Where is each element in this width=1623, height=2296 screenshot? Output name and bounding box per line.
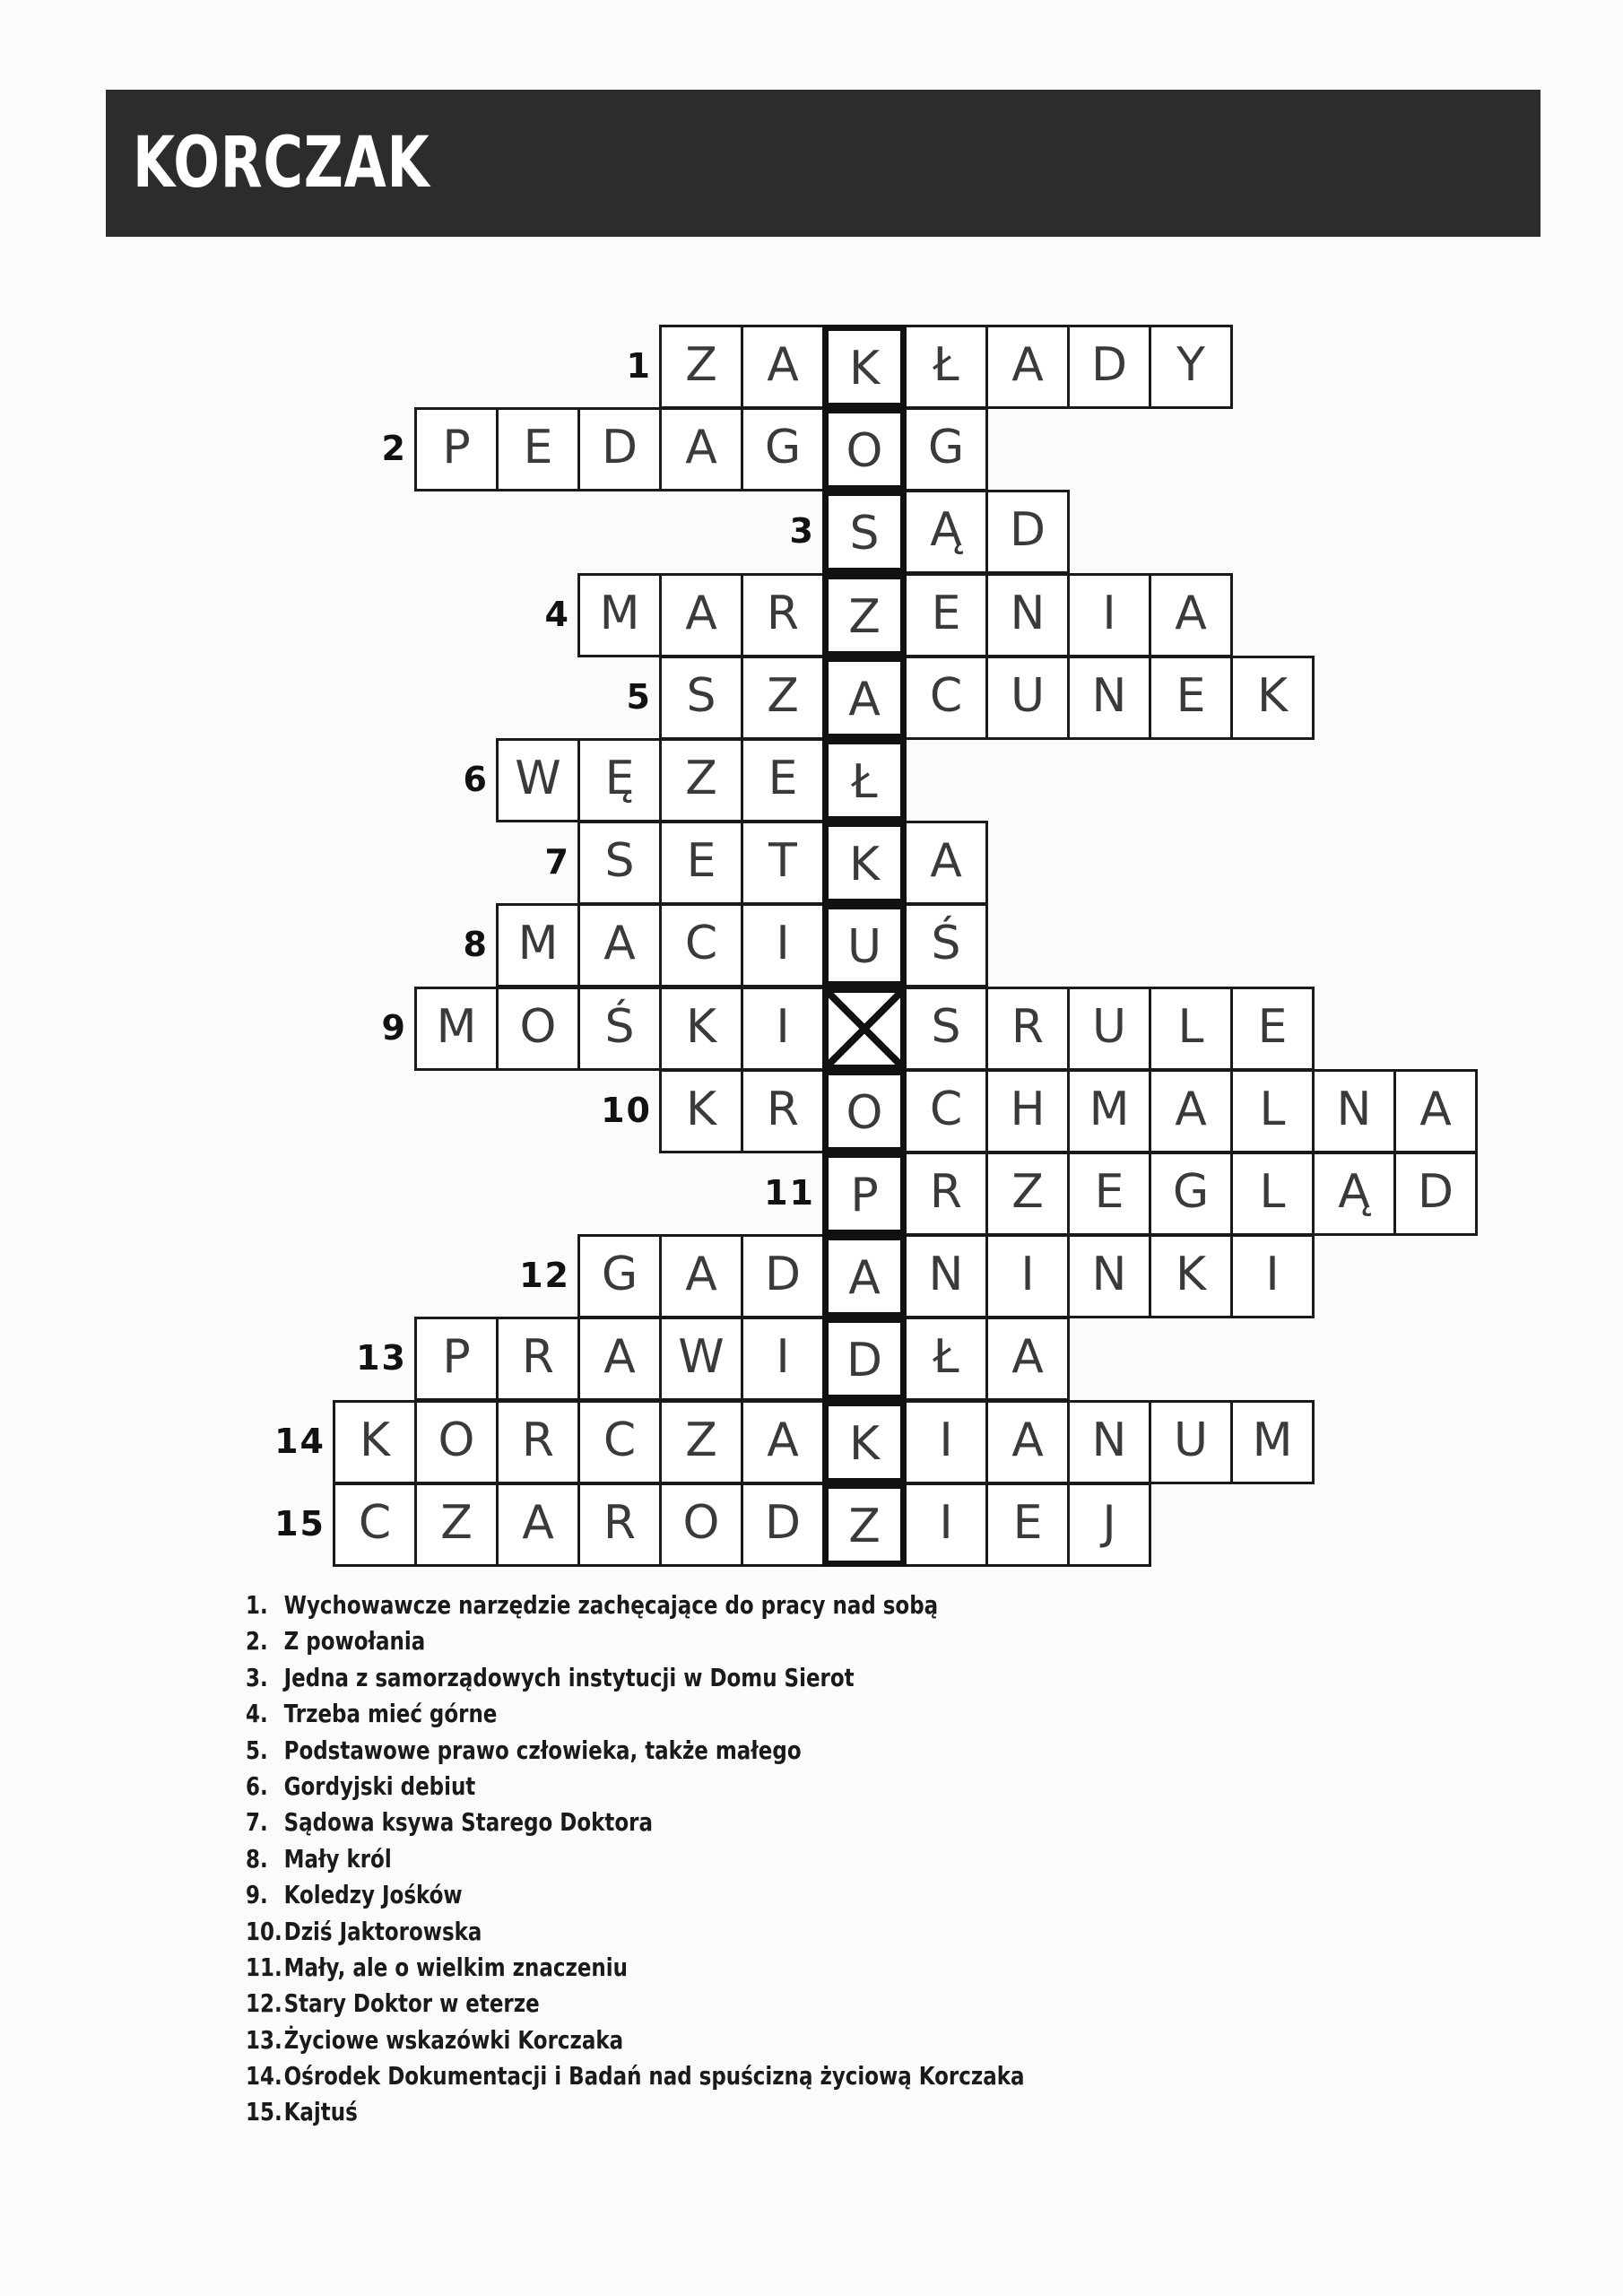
letter-cell[interactable]: N [985,573,1070,657]
letter-cell[interactable]: I [741,903,825,987]
letter-cell[interactable]: I [904,1400,988,1484]
letter-cell[interactable]: K [659,1069,743,1153]
letter-cell[interactable]: A [659,1234,743,1318]
key-column-cell[interactable]: K [822,1400,907,1484]
letter-cell[interactable]: E [659,821,743,905]
row-number: 14 [274,1421,325,1461]
letter-cell[interactable]: P [414,407,499,491]
clue-text: Sądowa ksywa Starego Doktora [283,1807,653,1838]
letter-cell[interactable]: K [659,987,743,1071]
letter-cell[interactable]: C [904,1069,988,1153]
letter-cell[interactable]: S [577,821,662,905]
key-column-cell[interactable]: A [822,1234,907,1318]
clue-text: Życiowe wskazówki Korczaka [283,2024,624,2055]
letter-cell[interactable]: W [659,1317,743,1401]
clue-number: 11. [246,1952,282,1982]
letter-cell[interactable]: J [1067,1483,1151,1567]
row-number: 15 [274,1503,325,1544]
letter-cell[interactable]: C [333,1483,417,1567]
clue-item [246,1660,1275,1696]
letter-cell[interactable]: Ą [904,490,988,574]
letter-cell[interactable]: Ą [1312,1152,1396,1236]
letter-cell[interactable]: S [659,656,743,740]
letter-cell[interactable]: D [985,490,1070,574]
letter-cell[interactable]: A [1149,573,1233,657]
letter-cell[interactable]: N [904,1234,988,1318]
letter-cell[interactable]: R [985,987,1070,1071]
letter-cell[interactable]: P [414,1317,499,1401]
key-column-cell[interactable]: S [822,490,907,574]
clue-number: 7. [246,1807,268,1838]
clue-item [246,1805,1275,1840]
letter-cell[interactable]: D [1067,325,1151,409]
clue-list [246,1587,1501,2131]
letter-cell[interactable]: I [1067,573,1151,657]
letter-cell[interactable]: Z [659,325,743,409]
clue-text: Mały, ale o wielkim znaczeniu [283,1952,628,1982]
letter-cell[interactable]: A [985,325,1070,409]
letter-cell[interactable]: I [1230,1234,1315,1318]
clue-item [246,1950,1275,1986]
clue-text: Kajtuś [283,2097,358,2127]
row-number: 12 [519,1256,570,1296]
letter-cell[interactable]: A [659,573,743,657]
letter-cell[interactable]: E [1230,987,1315,1071]
letter-cell[interactable]: Ł [904,325,988,409]
letter-cell[interactable]: D [1393,1152,1478,1236]
letter-cell[interactable]: N [1312,1069,1396,1153]
page-title: KORCZAK [133,123,430,204]
clue-item [246,1623,1275,1659]
letter-cell[interactable]: L [1230,1069,1315,1153]
letter-cell[interactable]: L [1149,987,1233,1071]
letter-cell[interactable]: Ś [577,987,662,1071]
clue-item [246,2022,1275,2058]
letter-cell[interactable]: D [741,1234,825,1318]
letter-cell[interactable]: R [741,573,825,657]
letter-cell[interactable]: G [577,1234,662,1318]
letter-cell[interactable]: U [985,656,1070,740]
key-column-cell[interactable]: Z [822,573,907,657]
clue-item [246,1914,1275,1950]
letter-cell[interactable]: O [496,987,580,1071]
letter-cell[interactable]: R [741,1069,825,1153]
letter-cell[interactable]: E [496,407,580,491]
row-number: 13 [356,1338,407,1378]
row-number: 3 [789,511,815,552]
clue-number: 12. [246,1988,282,2019]
key-column-cell[interactable]: A [822,656,907,740]
letter-cell[interactable]: Z [659,1400,743,1484]
letter-cell[interactable]: A [577,903,662,987]
row-number: 2 [381,429,407,469]
key-column-cell[interactable]: O [822,407,907,491]
key-column-cell[interactable]: Z [822,1483,907,1567]
letter-cell[interactable]: A [1393,1069,1478,1153]
clue-text: Ośrodek Dokumentacji i Badań nad spuścizną życiową Korczaka [283,2061,1025,2092]
letter-cell[interactable]: E [1067,1152,1151,1236]
letter-cell[interactable]: N [1067,656,1151,740]
row-number: 10 [601,1090,652,1130]
letter-cell[interactable]: D [741,1483,825,1567]
letter-cell[interactable]: E [741,738,825,822]
clue-text: Z powołania [283,1626,426,1657]
letter-cell[interactable]: A [496,1483,580,1567]
clue-item [246,2094,1275,2130]
letter-cell[interactable]: K [1149,1234,1233,1318]
letter-cell[interactable]: A [741,1400,825,1484]
letter-cell[interactable]: G [741,407,825,491]
letter-cell[interactable]: C [659,903,743,987]
letter-cell[interactable]: K [1230,656,1315,740]
letter-cell[interactable]: A [577,1317,662,1401]
letter-cell[interactable]: Ł [904,1317,988,1401]
letter-cell[interactable]: R [496,1317,580,1401]
clue-item [246,1877,1275,1913]
row-number: 7 [544,842,570,883]
letter-cell[interactable]: A [985,1317,1070,1401]
letter-cell[interactable]: Z [414,1483,499,1567]
clue-number: 9. [246,1880,268,1910]
letter-cell[interactable]: I [741,987,825,1071]
clue-text: Dziś Jaktorowska [283,1916,482,1946]
key-column-cell[interactable]: K [822,325,907,409]
letter-cell[interactable]: A [985,1400,1070,1484]
row-number: 6 [463,760,489,799]
clue-text: Mały król [283,1843,392,1874]
letter-cell[interactable]: Z [659,738,743,822]
letter-cell[interactable]: K [333,1400,417,1484]
letter-cell[interactable]: Ś [904,903,988,987]
row-number: 1 [626,346,652,386]
row-number: 9 [381,1007,407,1048]
letter-cell[interactable]: N [1067,1234,1151,1318]
letter-cell[interactable]: M [496,903,580,987]
letter-cell[interactable]: I [904,1483,988,1567]
clue-item [246,1733,1275,1769]
letter-cell[interactable]: T [741,821,825,905]
clue-number: 5. [246,1735,268,1765]
letter-cell[interactable]: N [1067,1400,1151,1484]
letter-cell[interactable]: R [577,1483,662,1567]
row-number: 5 [626,676,652,717]
key-column-cell[interactable]: D [822,1317,907,1401]
letter-cell[interactable]: R [904,1152,988,1236]
letter-cell[interactable]: A [1149,1069,1233,1153]
clue-number: 14. [246,2061,282,2092]
letter-cell[interactable]: A [741,325,825,409]
clue-number: 15. [246,2097,282,2127]
key-column-cell[interactable]: P [822,1152,907,1236]
row-number: 8 [463,925,489,965]
clue-number: 1. [246,1590,268,1620]
blocked-cell-x-icon [822,987,907,1071]
clue-text: Gordyjski debiut [283,1770,476,1801]
clue-number: 6. [246,1770,268,1801]
letter-cell[interactable]: Ę [577,738,662,822]
row-number: 4 [544,594,570,634]
key-column-cell[interactable]: K [822,821,907,905]
clue-item [246,1587,1275,1623]
clue-text: Koledzy Jośków [283,1880,463,1910]
letter-cell[interactable]: Y [1149,325,1233,409]
clue-text: Stary Doktor w eterze [283,1988,540,2019]
letter-cell[interactable]: W [496,738,580,822]
letter-cell[interactable]: M [1067,1069,1151,1153]
clue-text: Jedna z samorządowych instytucji w Domu Sierot [283,1662,855,1692]
letter-cell[interactable]: U [1149,1400,1233,1484]
clue-item [246,1986,1275,2022]
row-number: 11 [764,1173,815,1213]
clue-number: 13. [246,2024,282,2055]
clue-number: 8. [246,1843,268,1874]
clue-text: Podstawowe prawo człowieka, także małego [283,1735,802,1765]
clue-item [246,1769,1275,1805]
letter-cell[interactable]: D [577,407,662,491]
letter-cell[interactable]: E [904,573,988,657]
letter-cell[interactable]: Z [985,1152,1070,1236]
letter-cell[interactable]: M [414,987,499,1071]
letter-cell[interactable]: C [904,656,988,740]
key-column-cell[interactable]: Ł [822,738,907,822]
letter-cell[interactable]: R [496,1400,580,1484]
letter-cell[interactable]: A [659,407,743,491]
clue-item [246,1696,1275,1732]
clue-text: Wychowawcze narzędzie zachęcające do pracy nad sobą [283,1590,939,1620]
key-column-cell[interactable]: U [822,903,907,987]
clue-number: 10. [246,1916,282,1946]
letter-cell[interactable]: O [414,1400,499,1484]
clue-text: Trzeba mieć górne [283,1699,498,1729]
key-column-cell[interactable]: O [822,1069,907,1153]
letter-cell[interactable]: L [1230,1152,1315,1236]
letter-cell[interactable]: C [577,1400,662,1484]
letter-cell[interactable]: E [985,1483,1070,1567]
clue-number: 3. [246,1662,268,1692]
letter-cell[interactable]: I [985,1234,1070,1318]
clue-item [246,1841,1275,1877]
letter-cell[interactable]: S [904,987,988,1071]
letter-cell[interactable]: H [985,1069,1070,1153]
clue-number: 4. [246,1699,268,1729]
letter-cell[interactable]: E [1149,656,1233,740]
letter-cell[interactable]: U [1067,987,1151,1071]
letter-cell[interactable]: I [741,1317,825,1401]
letter-cell[interactable]: A [904,821,988,905]
letter-cell[interactable]: M [1230,1400,1315,1484]
letter-cell[interactable]: O [659,1483,743,1567]
letter-cell[interactable]: M [577,573,662,657]
letter-cell[interactable]: G [1149,1152,1233,1236]
clue-number: 2. [246,1626,268,1657]
letter-cell[interactable]: Z [741,656,825,740]
clue-item [246,2058,1275,2094]
letter-cell[interactable]: G [904,407,988,491]
